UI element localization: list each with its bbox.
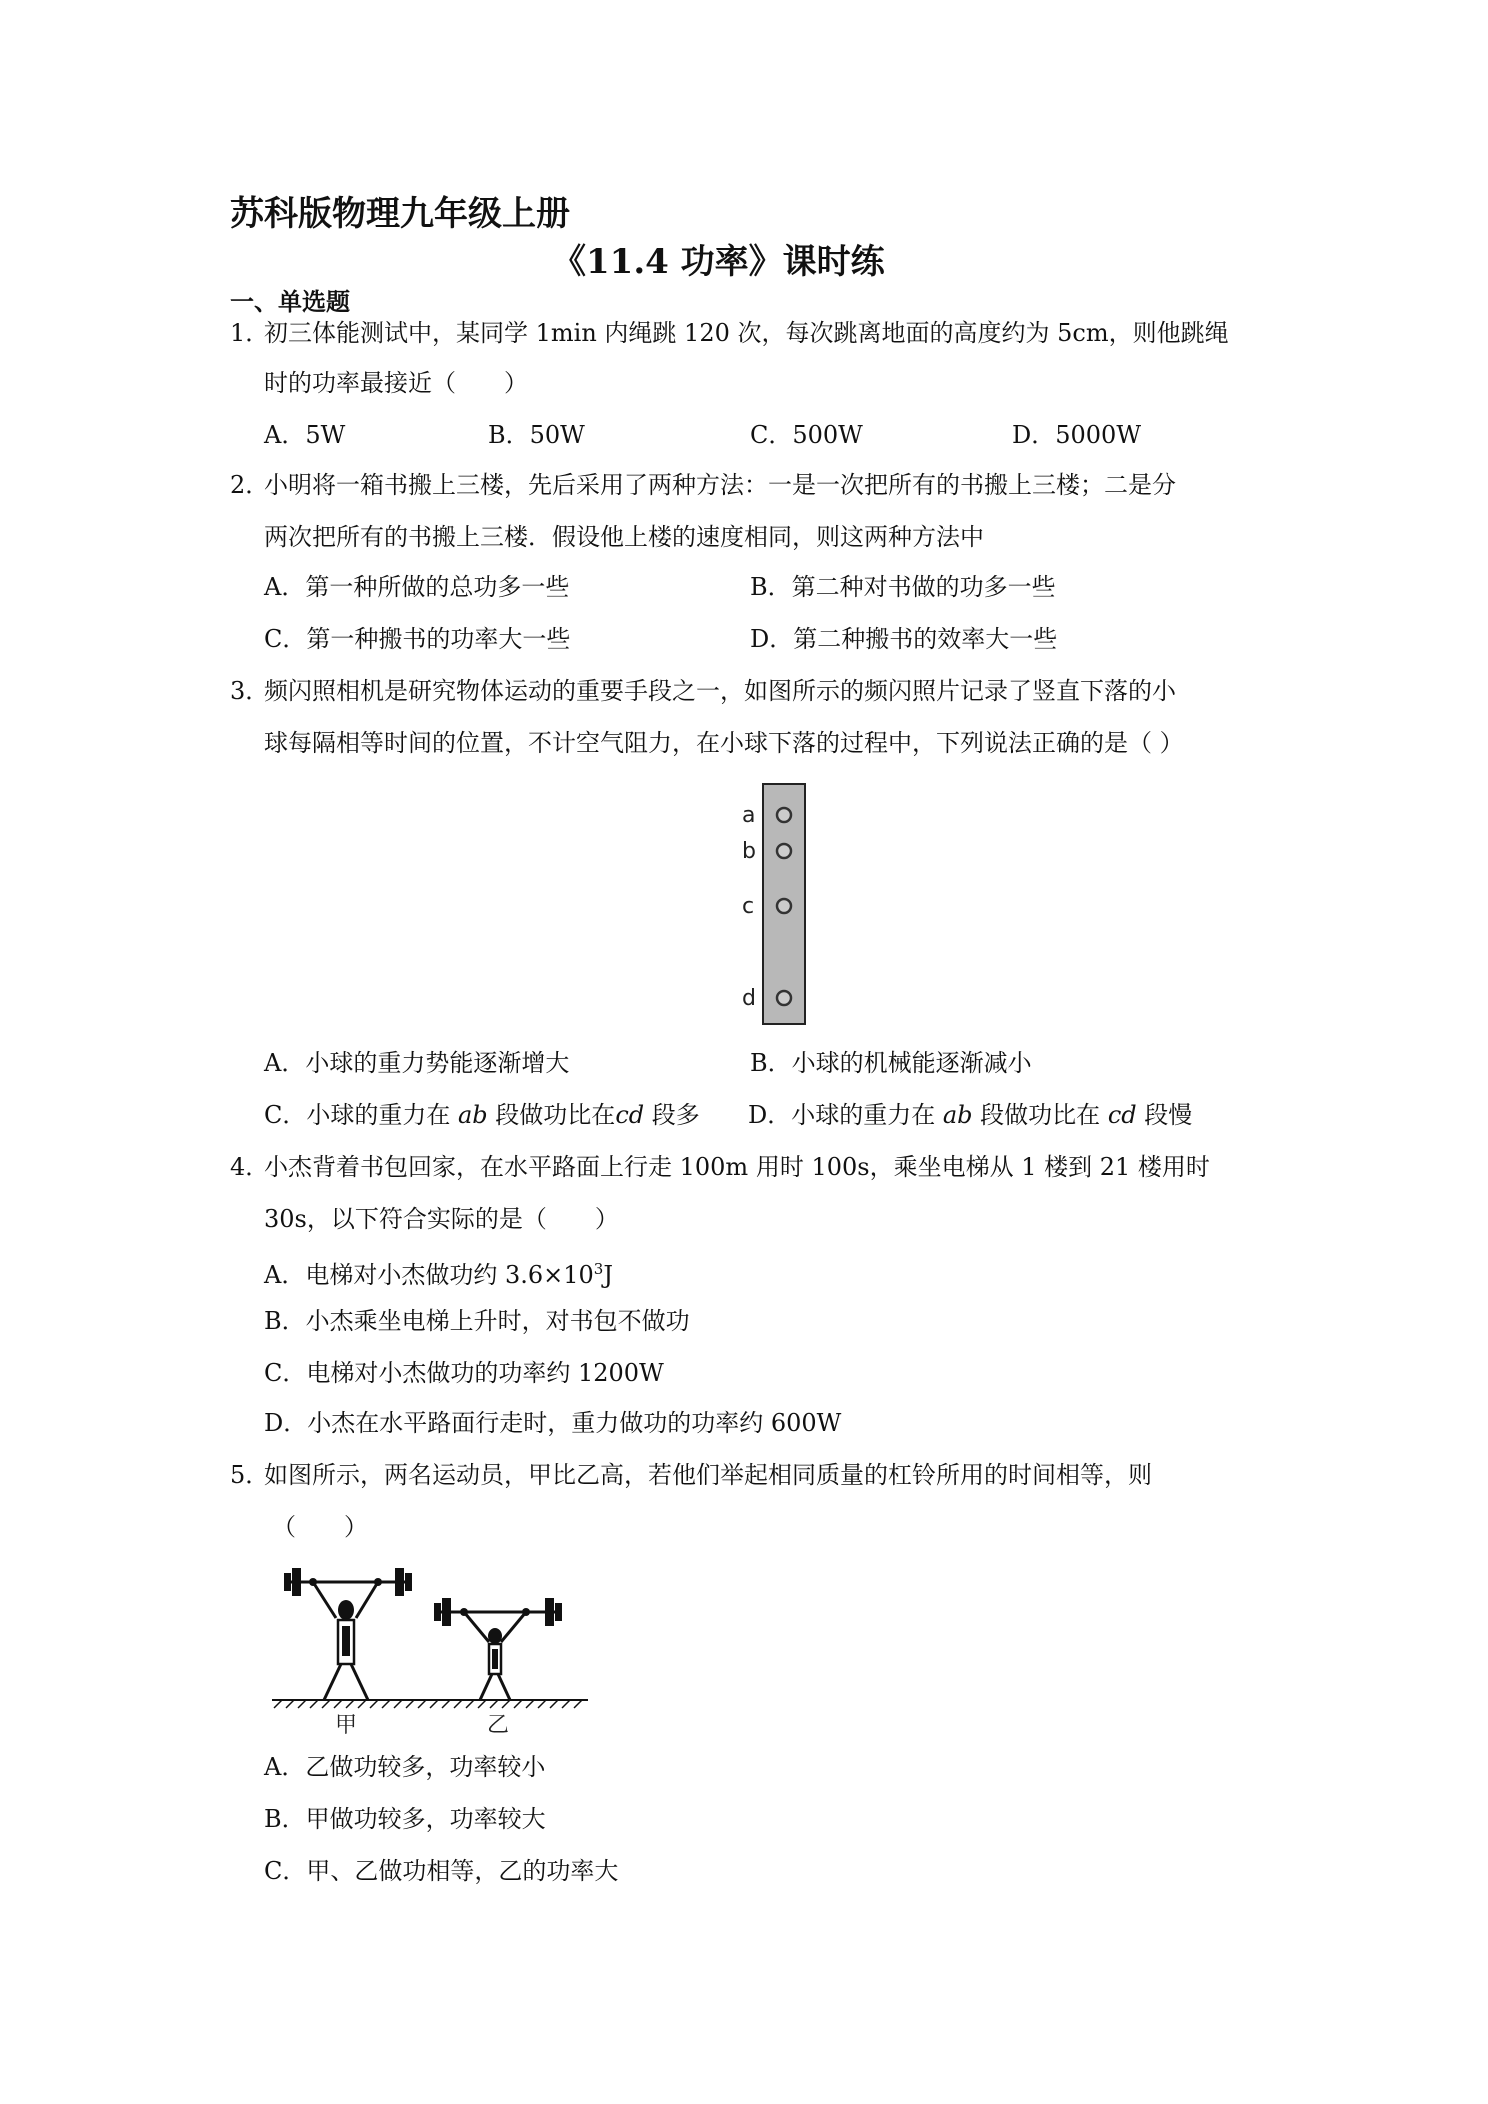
question-5-line-2: （ ） — [272, 1513, 368, 1541]
ground-hatching — [274, 1700, 582, 1708]
section-heading: 一、单选题 — [230, 287, 350, 316]
question-4-option-b: B．小杰乘坐电梯上升时，对书包不做功 — [264, 1307, 690, 1335]
document-title: 苏科版物理九年级上册 — [230, 194, 570, 234]
question-1-option-c: C．500W — [750, 421, 863, 449]
question-4-line-2: 30s，以下符合实际的是（ ） — [264, 1205, 619, 1233]
weightlifters-figure — [268, 1560, 594, 1740]
question-2-option-d: D．第二种搬书的效率大一些 — [750, 625, 1058, 653]
document-subtitle: 《11.4 功率》课时练 — [552, 242, 885, 282]
ball-position-c — [777, 899, 791, 913]
question-5-number: 5． — [230, 1461, 270, 1489]
question-1-line-2: 时的功率最接近（ ） — [264, 369, 528, 397]
question-2-line-1: 小明将一箱书搬上三楼，先后采用了两种方法：一是一次把所有的书搬上三楼；二是分 — [264, 471, 1176, 499]
question-3-number: 3． — [230, 677, 270, 705]
label-a: a — [742, 803, 756, 828]
question-5-option-c: C．甲、乙做功相等，乙的功率大 — [264, 1857, 619, 1885]
ball-position-d — [777, 991, 791, 1005]
question-3-option-d: D．小球的重力在 ab 段做功比在 cd 段慢 — [748, 1101, 1193, 1129]
label-c: c — [742, 894, 755, 919]
question-4-option-d: D．小杰在水平路面行走时，重力做功的功率约 600W — [264, 1409, 842, 1437]
question-2-option-b: B．第二种对书做的功多一些 — [750, 573, 1056, 601]
question-2-option-a: A．第一种所做的总功多一些 — [264, 573, 570, 601]
question-1-line-1: 初三体能测试中，某同学 1min 内绳跳 120 次，每次跳离地面的高度约为 5cm，则他跳绳 — [264, 319, 1229, 347]
question-3-option-b: B．小球的机械能逐渐减小 — [750, 1049, 1032, 1077]
question-2-line-2: 两次把所有的书搬上三楼．假设他上楼的速度相同，则这两种方法中 — [264, 523, 984, 551]
question-3-option-a: A．小球的重力势能逐渐增大 — [264, 1049, 570, 1077]
question-1-number: 1． — [230, 319, 270, 347]
question-5-option-b: B．甲做功较多，功率较大 — [264, 1805, 546, 1833]
question-1-option-b: B．50W — [488, 421, 585, 449]
question-3-line-2: 球每隔相等时间的位置，不计空气阻力，在小球下落的过程中，下列说法正确的是（ ） — [264, 729, 1184, 757]
question-3-line-1: 频闪照相机是研究物体运动的重要手段之一，如图所示的频闪照片记录了竖直下落的小 — [264, 677, 1176, 705]
question-1-option-d: D．5000W — [1012, 421, 1141, 449]
question-4-number: 4． — [230, 1153, 270, 1181]
question-3-option-c: C．小球的重力在 ab 段做功比在cd 段多 — [264, 1101, 700, 1129]
label-d: d — [742, 986, 756, 1011]
question-5-line-1: 如图所示，两名运动员，甲比乙高，若他们举起相同质量的杠铃所用的时间相等，则 — [264, 1461, 1152, 1489]
label-b: b — [742, 839, 756, 864]
question-1-option-a: A．5W — [264, 421, 346, 449]
question-2-number: 2． — [230, 471, 270, 499]
question-5-option-a: A．乙做功较多，功率较小 — [264, 1753, 546, 1781]
lifter-jia — [284, 1568, 412, 1700]
question-2-option-c: C．第一种搬书的功率大一些 — [264, 625, 571, 653]
label-yi: 乙 — [486, 1713, 510, 1738]
question-4-line-1: 小杰背着书包回家，在水平路面上行走 100m 用时 100s，乘坐电梯从 1 楼到 21 楼用时 — [264, 1153, 1210, 1181]
ball-position-b — [777, 844, 791, 858]
label-jia: 甲 — [334, 1713, 358, 1738]
ball-position-a — [777, 808, 791, 822]
question-4-option-a: A．电梯对小杰做功约 $3.6\times 10^3J$ — [264, 1260, 613, 1289]
question-4-option-c: C．电梯对小杰做功的功率约 1200W — [264, 1359, 664, 1387]
strobe-photo-figure — [720, 778, 850, 1030]
lifter-yi — [434, 1598, 562, 1700]
